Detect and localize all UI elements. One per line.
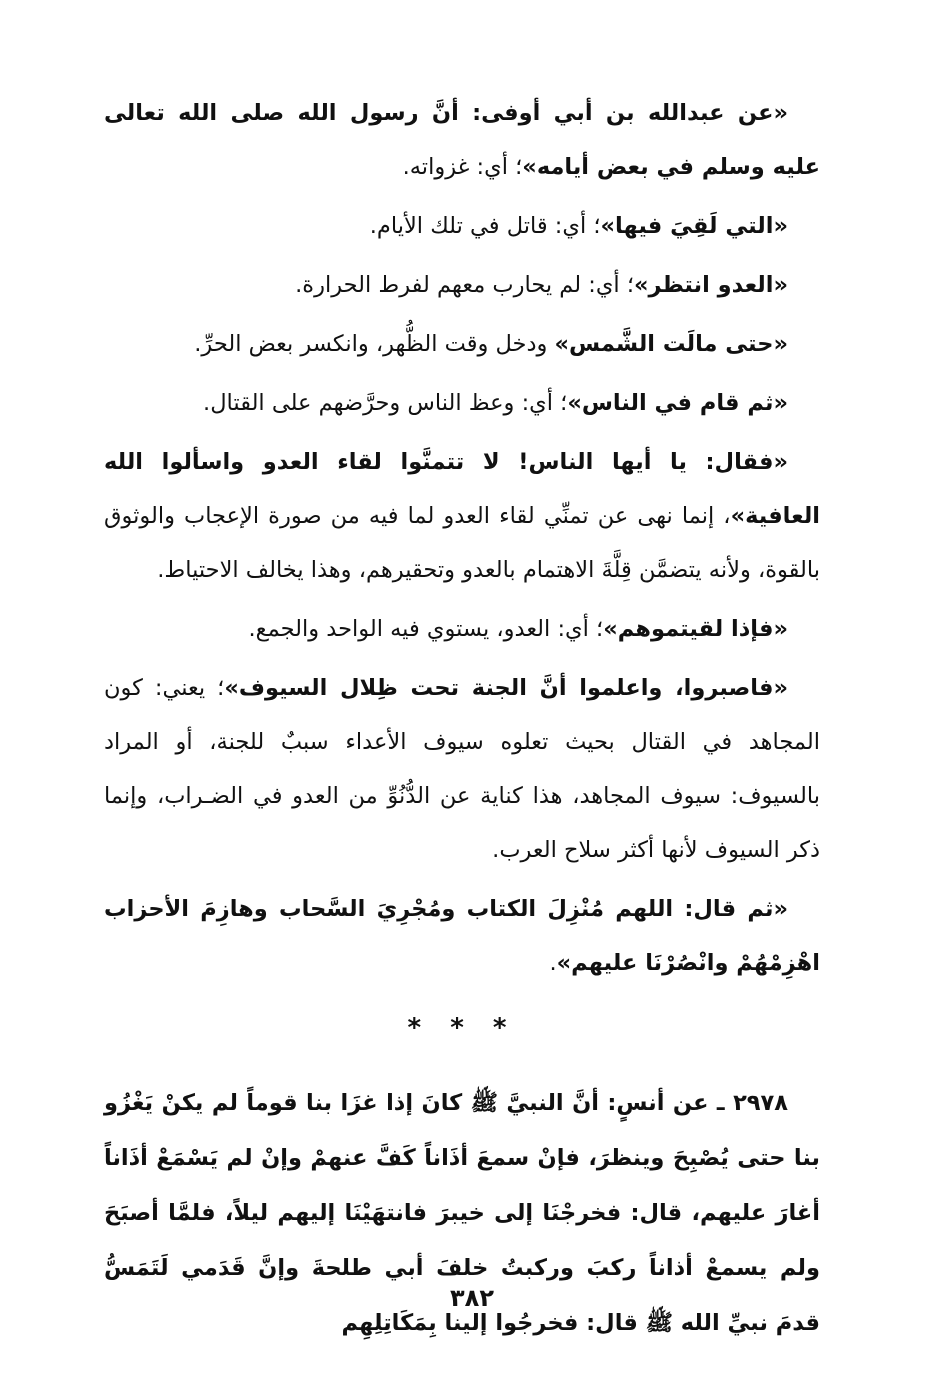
commentary-paragraph-9 — [104, 882, 820, 990]
commentary-paragraph-8 — [104, 661, 820, 877]
comment-text: ؛ أي: قاتل في تلك الأيام. — [369, 213, 601, 239]
quote-text: «فإذا لقيتموهم» — [603, 616, 788, 642]
comment-text: ؛ أي: العدو، يستوي فيه الواحد والجمع. — [248, 616, 604, 642]
hadith-number: ٢٩٧٨ — [733, 1090, 788, 1116]
section-separator: * * * — [407, 1013, 517, 1043]
quote-text: «عن عبدالله بن أبي أوفى: أنَّ رسول الله صلى الله تعالى عليه وسلم في بعض أيامه» — [104, 100, 820, 180]
page-number: ٣٨٢ — [450, 1284, 494, 1312]
commentary-paragraph-6 — [104, 435, 820, 597]
quote-text: «العدو انتظر» — [633, 272, 788, 298]
quote-text: «فقال: يا أيها الناس! لا تتمنَّوا لقاء العدو واسألوا الله العافية» — [104, 449, 820, 529]
quote-text: «حتى مالَت الشَّمس» — [554, 331, 788, 357]
comment-text: ، إنما نهى عن تمنِّي لقاء العدو لما فيه من صورة الإعجاب والوثوق بالقوة، ولأنه يتضمَّن قِلَّةَ الاهتمام بالعدو وتحقيرهم، وهذا يخالف الاحتياط. — [104, 503, 820, 583]
comment-text: ؛ أي: لم يحارب معهم لفرط الحرارة. — [295, 272, 634, 298]
comment-text: ؛ يعني: كون المجاهد في القتال بحيث تعلوه سيوف الأعداء سببٌ للجنة، أو المراد بالسيوف: سيوف المجاهد، هذا كناية عن الدُّنُوِّ من العدو في الضـراب، وإنما ذكر السيوف لأنها أكثر سلاح العرب. — [104, 675, 820, 863]
quote-text: «التي لَقِيَ فيها» — [600, 213, 788, 239]
commentary-paragraph-5 — [104, 376, 820, 430]
commentary-paragraph-4 — [104, 317, 820, 371]
commentary-paragraph-7 — [104, 602, 820, 656]
quote-text: «ثم قال: اللهم مُنْزِلَ الكتاب ومُجْرِيَ السَّحاب وهازِمَ الأحزاب اهْزِمْهُمْ وانْصُرْنَا عليهم» — [104, 896, 820, 976]
comment-text: . — [549, 950, 557, 976]
commentary-paragraph-2 — [104, 199, 820, 253]
quote-text: «ثم قام في الناس» — [567, 390, 788, 416]
commentary-paragraph-1 — [104, 86, 820, 194]
page-body — [104, 86, 820, 1351]
commentary-paragraph-3 — [104, 258, 820, 312]
comment-text: ؛ أي: غزواته. — [402, 154, 523, 180]
comment-text: ؛ أي: وعظ الناس وحرَّضهم على القتال. — [203, 390, 568, 416]
comment-text: ودخل وقت الظُّهر، وانكسر بعض الحرِّ. — [194, 331, 555, 357]
quote-text: «فاصبروا، واعلموا أنَّ الجنة تحت ظِلال السيوف» — [224, 675, 789, 701]
hadith-text: ـ عن أنسٍ: أنَّ النبيَّ ﷺ كانَ إذا غزَا بنا قوماً لم يكنْ يَغْزُو بنا حتى يُصْبِحَ وينظرَ، فإنْ سمعَ أذَاناً كَفَّ عنهمْ وإنْ لم يَسْمَعْ أذَاناً أغارَ عليهم، قال: فخرجْنَا إلى خيبرَ فانتهَيْنَا إليهم ليلاً، فلمَّا أصبَحَ ولم يسمعْ أذاناً ركبَ وركبتُ خلفَ أبي طلحةَ وإنَّ قَدَمي لَتَمَسُّ قدمَ نبيِّ الله ﷺ قال: فخرجُوا إلينا بِمَكَاتِلِهِم — [104, 1090, 820, 1336]
